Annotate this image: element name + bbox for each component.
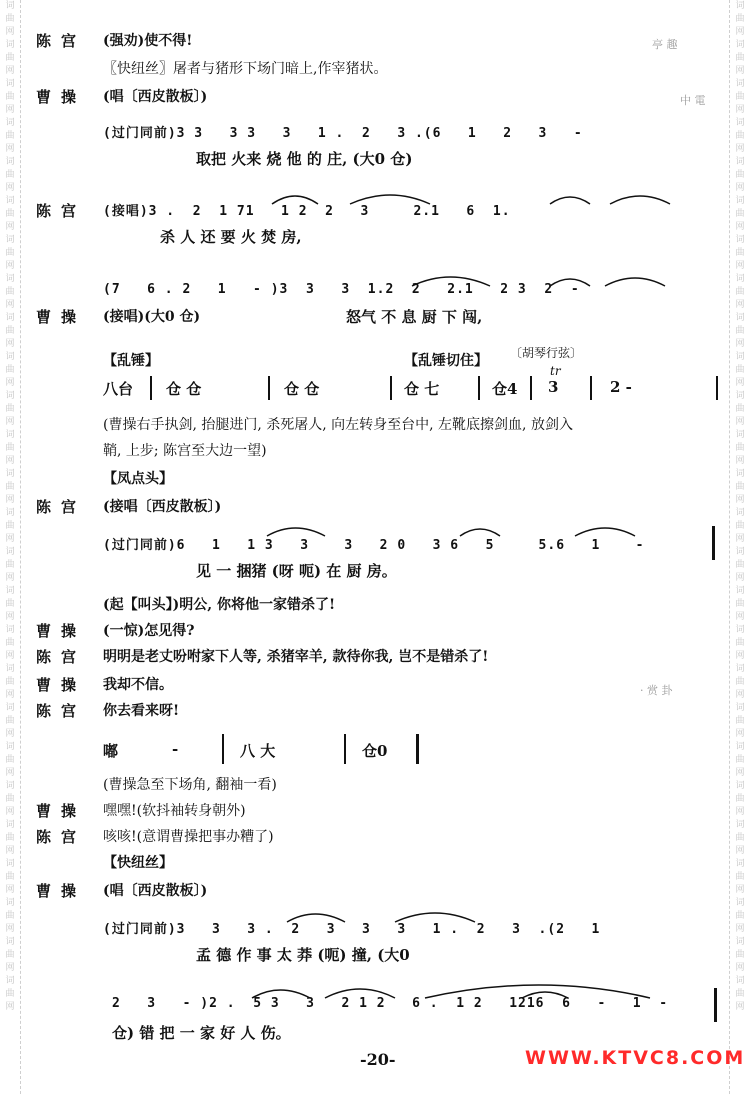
singing-cue: (唱〔西皮散板〕) [103,883,208,899]
stage-direction-text: (曹操急至下场角, 翻袖一看) [103,777,277,793]
stage-direction [0,774,750,800]
dialogue-line [0,700,750,726]
measure-cell: 八 大 [240,742,276,760]
dialogue-text: (起【叫头】)明公, 你将他一家错杀了! [103,597,336,613]
dialogue-text: 你去看来呀! [103,703,180,719]
percussion-labels [0,346,750,378]
speaker-name: 陈宫 [36,202,87,220]
slur-marks [285,904,585,924]
bar-line [478,376,480,400]
speaker-name: 曹操 [36,676,87,694]
measure-cell: 嘟 [103,742,119,760]
bar-line [390,376,392,400]
scan-smudge-3: · 赏 卦 [640,684,673,697]
jianpu-notes: (过门同前)3 3 3 . 2 3 3 3 1 . 2 3 .(2 1 [103,922,601,937]
dialogue-line [0,30,750,56]
speaker-name: 曹操 [36,802,87,820]
percussion-measures [0,378,750,404]
measure-cell: - [172,740,179,758]
measure-cell: 仓0 [362,742,388,760]
notation-line [0,122,750,148]
speaker-name: 曹操 [36,882,87,900]
jianpu-notes: (接唱)3 . 2 1 71 1 2 2 3 2.1 6 1. [103,204,511,219]
stage-direction-text: 〖快纽丝〗屠者与猪形下场门暗上,作宰猪状。 [103,61,388,77]
lyrics-text: 取把 火来 烧 他 的 庄, (大0 仓) [196,150,413,168]
dialogue-text: 明明是老丈吩咐家下人等, 杀猪宰羊, 款待你我, 岂不是错杀了! [103,649,489,665]
bar-line [222,734,224,764]
lyrics-text: 怒气 不 息 厨 下 闯, [346,308,483,326]
bar-line [716,376,718,400]
slur-marks [410,268,710,288]
dialogue-line [0,306,750,332]
speaker-name: 陈宫 [36,702,87,720]
scan-smudge-1: 亭 趣 [652,38,678,51]
speaker-name: 陈宫 [36,828,87,846]
dialogue-text: 我却不信。 [103,677,173,693]
bar-line [268,376,270,400]
speaker-name: 陈宫 [36,498,87,516]
dialogue-line [0,86,750,112]
dialogue-line [0,620,750,646]
measure-cell: 3 [548,378,559,396]
right-watermark: 词曲网词曲网词曲网词曲网词曲网词曲网词曲网词曲网词曲网词曲网词曲网词曲网词曲网词曲网词曲网词曲网词曲网词曲网词曲网词曲网词曲网词曲网词曲网词曲网词曲网词曲网 [735,1,745,1012]
jianpu-notes: (过门同前)3 3 3 3 3 1 . 2 3 .(6 1 2 3 - [103,126,583,141]
speaker-name: 陈宫 [36,648,87,666]
jianpu-notes: (7 6 . 2 1 - )3 3 3 1.2 2 2.1 2 3 2 - [103,282,580,297]
speaker-name: 曹操 [36,622,87,640]
bar-line [530,376,532,400]
dialogue-line [0,880,750,906]
dialogue-text: 嘿嘿!(软抖袖转身朝外) [103,803,246,819]
lyrics-line [0,226,750,252]
lyrics-line [0,560,750,586]
end-bar-line [416,734,419,764]
dialogue-text: (一惊)怎见得? [103,623,195,639]
end-bar-line [714,988,717,1022]
bar-line [344,734,346,764]
measure-cell: 2 - [610,378,632,396]
stage-direction-text: (曹操右手执剑, 抬腿进门, 杀死屠人, 向左转身至台中, 左靴底擦剑血, 放剑入 [103,417,573,433]
jianpu-notes: (过门同前)6 1 1 3 3 3 2 0 3 6 5 5.6 1 - [103,538,645,553]
lyrics-line [0,148,750,174]
dialogue-line [0,800,750,826]
scan-smudge-2: 中 電 [680,94,706,107]
dialogue-text: (强劝)使不得! [103,33,193,49]
singing-cue: (唱〔西皮散板〕) [103,89,208,105]
stage-direction-text: 鞘, 上步; 陈宫至大边一望) [103,443,267,459]
percussion-tag: 【乱锤】 [103,353,159,369]
measure-cell: 仓 仓 [284,380,320,398]
page-number: -20- [360,1050,396,1069]
slur-marks [250,978,670,1000]
speaker-name: 曹操 [36,308,87,326]
bar-line [150,376,152,400]
percussion-tag: 【凤点头】 [103,471,173,487]
lyrics-line [0,944,750,970]
site-watermark: WWW.KTVC8.COM [525,1047,746,1069]
lyrics-text: 孟 德 作 事 太 莽 (呃) 撞, (大0 [196,946,410,964]
lyrics-line [0,1022,750,1048]
end-bar-line [712,526,715,560]
lyrics-text: 杀 人 还 要 火 焚 房, [160,228,302,246]
trill-mark: tr [550,364,561,378]
dialogue-text: 咳咳!(意谓曹操把事办糟了) [103,829,274,845]
speaker-name: 曹操 [36,88,87,106]
lyrics-text: 仓) 错 把 一 家 好 人 伤。 [112,1024,291,1042]
percussion-tag: 【快纽丝】 [103,855,173,871]
dialogue-line [0,674,750,700]
slur-marks [270,186,690,206]
stage-direction [0,440,750,466]
stage-direction [0,58,750,84]
lyrics-text: 见 一 捆猪 (呀 呃) 在 厨 房。 [196,562,397,580]
percussion-measures [0,740,750,766]
percussion-labels [0,852,750,878]
measure-cell: 八台 [103,380,134,398]
singing-cue: (接唱)(大0 仓) [103,309,201,325]
jianpu-notes: 2 3 - )2 . 5 3 3 2 1 2 6 . 1 2 1216 6 - 1 - [112,996,669,1011]
measure-cell: 仓 七 [404,380,440,398]
dialogue-line [0,594,750,620]
percussion-labels [0,468,750,494]
dialogue-line [0,646,750,672]
singing-cue: (接唱〔西皮散板〕) [103,499,222,515]
measure-cell: 仓 仓 [166,380,202,398]
bar-line [590,376,592,400]
stage-direction [0,414,750,440]
slur-marks [265,518,645,538]
dialogue-line [0,826,750,852]
left-watermark: 词曲网词曲网词曲网词曲网词曲网词曲网词曲网词曲网词曲网词曲网词曲网词曲网词曲网词曲网词曲网词曲网词曲网词曲网词曲网词曲网词曲网词曲网词曲网词曲网词曲网词曲网 [5,1,15,1012]
speaker-name: 陈宫 [36,32,87,50]
percussion-tag: 【乱锤切住】 [404,353,488,369]
measure-cell: 仓4 [492,380,518,398]
instrument-note: 〔胡琴行弦〕 [510,346,583,360]
